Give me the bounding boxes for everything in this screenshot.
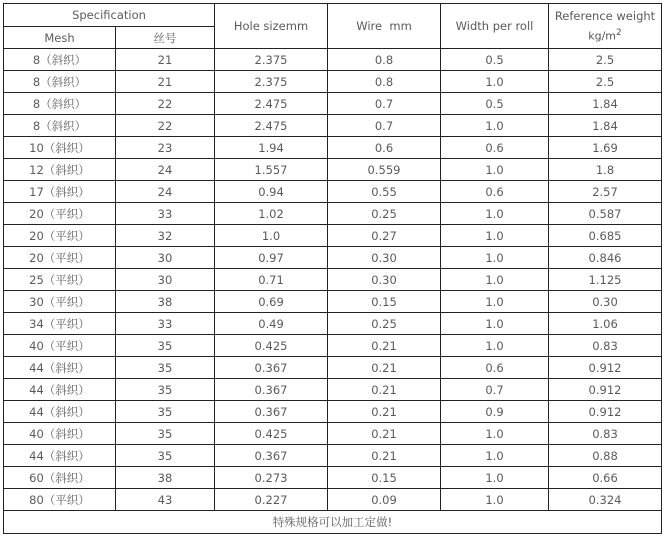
sihao-cell: 21 xyxy=(116,49,215,71)
weight-cell: 2.57 xyxy=(549,181,662,203)
weight-cell: 0.88 xyxy=(549,445,662,467)
hole-size-cell: 1.0 xyxy=(215,225,328,247)
wire-cell: 0.7 xyxy=(328,115,441,137)
weight-cell: 0.846 xyxy=(549,247,662,269)
mesh-cell: 44（斜织） xyxy=(4,401,116,423)
hole-size-cell: 1.94 xyxy=(215,137,328,159)
weight-cell: 1.06 xyxy=(549,313,662,335)
table-row xyxy=(4,357,662,379)
hole-size-cell: 0.367 xyxy=(215,445,328,467)
table-row xyxy=(4,49,662,71)
table-row xyxy=(4,401,662,423)
table-row xyxy=(4,269,662,291)
sihao-cell: 43 xyxy=(116,489,215,511)
weight-cell: 1.84 xyxy=(549,115,662,137)
mesh-cell: 8（斜织） xyxy=(4,93,116,115)
width-cell: 0.6 xyxy=(441,137,549,159)
hole-size-cell: 0.425 xyxy=(215,423,328,445)
wire-cell: 0.09 xyxy=(328,489,441,511)
mesh-cell: 10（斜织） xyxy=(4,137,116,159)
sihao-cell: 33 xyxy=(116,203,215,225)
hole-size-cell: 0.71 xyxy=(215,269,328,291)
wire-cell: 0.55 xyxy=(328,181,441,203)
width-cell: 1.0 xyxy=(441,159,549,181)
hole-size-cell: 2.475 xyxy=(215,115,328,137)
hole-size-cell: 0.94 xyxy=(215,181,328,203)
width-cell: 0.6 xyxy=(441,181,549,203)
weight-cell: 0.83 xyxy=(549,335,662,357)
wire-cell: 0.6 xyxy=(328,137,441,159)
table-row xyxy=(4,93,662,115)
hole-size-cell: 0.273 xyxy=(215,467,328,489)
mesh-cell: 12（斜织） xyxy=(4,159,116,181)
weight-cell: 1.69 xyxy=(549,137,662,159)
wire-cell: 0.21 xyxy=(328,335,441,357)
width-cell: 0.6 xyxy=(441,357,549,379)
wire-cell: 0.8 xyxy=(328,49,441,71)
mesh-cell: 20（平织） xyxy=(4,203,116,225)
table-row xyxy=(4,115,662,137)
wire-cell: 0.25 xyxy=(328,313,441,335)
specification-header: Specification xyxy=(4,4,215,27)
wire-cell: 0.30 xyxy=(328,247,441,269)
weight-label: Reference weight xyxy=(554,8,656,23)
sihao-cell: 22 xyxy=(116,93,215,115)
table-row xyxy=(4,159,662,181)
sihao-cell: 30 xyxy=(116,269,215,291)
wire-cell: 0.15 xyxy=(328,467,441,489)
hole-size-cell: 2.375 xyxy=(215,71,328,93)
sihao-cell: 35 xyxy=(116,357,215,379)
hole-size-cell: 0.367 xyxy=(215,401,328,423)
sihao-cell: 23 xyxy=(116,137,215,159)
table-row xyxy=(4,203,662,225)
sihao-cell: 32 xyxy=(116,225,215,247)
width-cell: 1.0 xyxy=(441,335,549,357)
wire-cell: 0.27 xyxy=(328,225,441,247)
width-cell: 0.5 xyxy=(441,49,549,71)
mesh-cell: 30（平织） xyxy=(4,291,116,313)
sihao-cell: 38 xyxy=(116,291,215,313)
sihao-cell: 35 xyxy=(116,423,215,445)
table-row xyxy=(4,137,662,159)
wire-cell: 0.21 xyxy=(328,401,441,423)
sihao-cell: 24 xyxy=(116,159,215,181)
wire-cell: 0.8 xyxy=(328,71,441,93)
width-cell: 1.0 xyxy=(441,247,549,269)
hole-size-cell: 0.97 xyxy=(215,247,328,269)
width-header: Width per roll xyxy=(441,4,549,49)
wire-cell: 0.21 xyxy=(328,357,441,379)
table-row xyxy=(4,247,662,269)
weight-cell: 0.587 xyxy=(549,203,662,225)
weight-cell: 0.685 xyxy=(549,225,662,247)
width-cell: 1.0 xyxy=(441,291,549,313)
wire-cell: 0.15 xyxy=(328,291,441,313)
table-body xyxy=(4,49,662,511)
width-cell: 1.0 xyxy=(441,203,549,225)
hole-size-cell: 0.367 xyxy=(215,357,328,379)
wire-cell: 0.7 xyxy=(328,93,441,115)
hole-size-cell: 0.425 xyxy=(215,335,328,357)
mesh-header: Mesh xyxy=(4,27,116,49)
mesh-cell: 60（斜织） xyxy=(4,467,116,489)
hole-size-cell: 0.227 xyxy=(215,489,328,511)
weight-cell: 1.84 xyxy=(549,93,662,115)
sihao-cell: 21 xyxy=(116,71,215,93)
width-cell: 0.5 xyxy=(441,93,549,115)
mesh-cell: 40（平织） xyxy=(4,335,116,357)
sihao-cell: 38 xyxy=(116,467,215,489)
mesh-cell: 17（斜织） xyxy=(4,181,116,203)
mesh-cell: 8（斜织） xyxy=(4,71,116,93)
mesh-cell: 44（斜织） xyxy=(4,445,116,467)
sihao-cell: 22 xyxy=(116,115,215,137)
width-cell: 1.0 xyxy=(441,225,549,247)
table-row xyxy=(4,313,662,335)
width-cell: 1.0 xyxy=(441,445,549,467)
wire-cell: 0.559 xyxy=(328,159,441,181)
sihao-cell: 24 xyxy=(116,181,215,203)
mesh-cell: 25（平织） xyxy=(4,269,116,291)
wire-cell: 0.21 xyxy=(328,379,441,401)
hole-size-label: Hole size xyxy=(233,19,286,33)
weight-cell: 1.8 xyxy=(549,159,662,181)
sihao-cell: 30 xyxy=(116,247,215,269)
mesh-cell: 44（斜织） xyxy=(4,379,116,401)
table-row xyxy=(4,291,662,313)
width-cell: 1.0 xyxy=(441,489,549,511)
mesh-cell: 8（斜织） xyxy=(4,115,116,137)
wire-cell: 0.25 xyxy=(328,203,441,225)
hole-size-cell: 2.375 xyxy=(215,49,328,71)
footnote: 特殊规格可以加工定做! xyxy=(4,511,662,534)
table-row xyxy=(4,225,662,247)
weight-cell: 0.324 xyxy=(549,489,662,511)
width-cell: 1.0 xyxy=(441,423,549,445)
table-row xyxy=(4,445,662,467)
mesh-cell: 8（斜织） xyxy=(4,49,116,71)
weight-cell: 2.5 xyxy=(549,71,662,93)
table-row xyxy=(4,423,662,445)
table-row xyxy=(4,489,662,511)
hole-size-cell: 0.367 xyxy=(215,379,328,401)
width-cell: 1.0 xyxy=(441,313,549,335)
mesh-cell: 80（平织） xyxy=(4,489,116,511)
wire-cell: 0.21 xyxy=(328,445,441,467)
weight-cell: 0.66 xyxy=(549,467,662,489)
sihao-header: 丝号 xyxy=(116,27,215,49)
hole-size-unit: mm xyxy=(285,19,309,33)
sihao-cell: 35 xyxy=(116,379,215,401)
mesh-cell: 20（平织） xyxy=(4,247,116,269)
hole-size-cell: 0.69 xyxy=(215,291,328,313)
wire-cell: 0.21 xyxy=(328,423,441,445)
wire-cell: 0.30 xyxy=(328,269,441,291)
weight-unit: $kg/m^2$ xyxy=(588,27,622,43)
sihao-cell: 35 xyxy=(116,445,215,467)
weight-header xyxy=(549,4,662,49)
weight-cell: 0.912 xyxy=(549,401,662,423)
table-row xyxy=(4,379,662,401)
sihao-cell: 33 xyxy=(116,313,215,335)
mesh-cell: 40（斜织） xyxy=(4,423,116,445)
hole-size-cell: 0.49 xyxy=(215,313,328,335)
weight-cell: 1.125 xyxy=(549,269,662,291)
hole-size-cell: 1.557 xyxy=(215,159,328,181)
width-cell: 1.0 xyxy=(441,467,549,489)
weight-cell: 0.912 xyxy=(549,357,662,379)
width-cell: 1.0 xyxy=(441,71,549,93)
weight-cell: 0.83 xyxy=(549,423,662,445)
table-row xyxy=(4,335,662,357)
width-cell: 0.9 xyxy=(441,401,549,423)
wire-header: Wire mm xyxy=(328,4,441,49)
mesh-cell: 44（斜织） xyxy=(4,357,116,379)
hole-size-header xyxy=(215,4,328,49)
width-cell: 1.0 xyxy=(441,115,549,137)
sihao-cell: 35 xyxy=(116,401,215,423)
table-row xyxy=(4,467,662,489)
width-cell: 1.0 xyxy=(441,269,549,291)
weight-cell: 0.30 xyxy=(549,291,662,313)
sihao-cell: 35 xyxy=(116,335,215,357)
spec-table xyxy=(3,3,662,534)
weight-cell: 2.5 xyxy=(549,49,662,71)
table-row xyxy=(4,71,662,93)
table-row xyxy=(4,181,662,203)
weight-cell: 0.912 xyxy=(549,379,662,401)
hole-size-cell: 1.02 xyxy=(215,203,328,225)
width-cell: 0.7 xyxy=(441,379,549,401)
hole-size-cell: 2.475 xyxy=(215,93,328,115)
mesh-cell: 34（平织） xyxy=(4,313,116,335)
mesh-cell: 20（平织） xyxy=(4,225,116,247)
